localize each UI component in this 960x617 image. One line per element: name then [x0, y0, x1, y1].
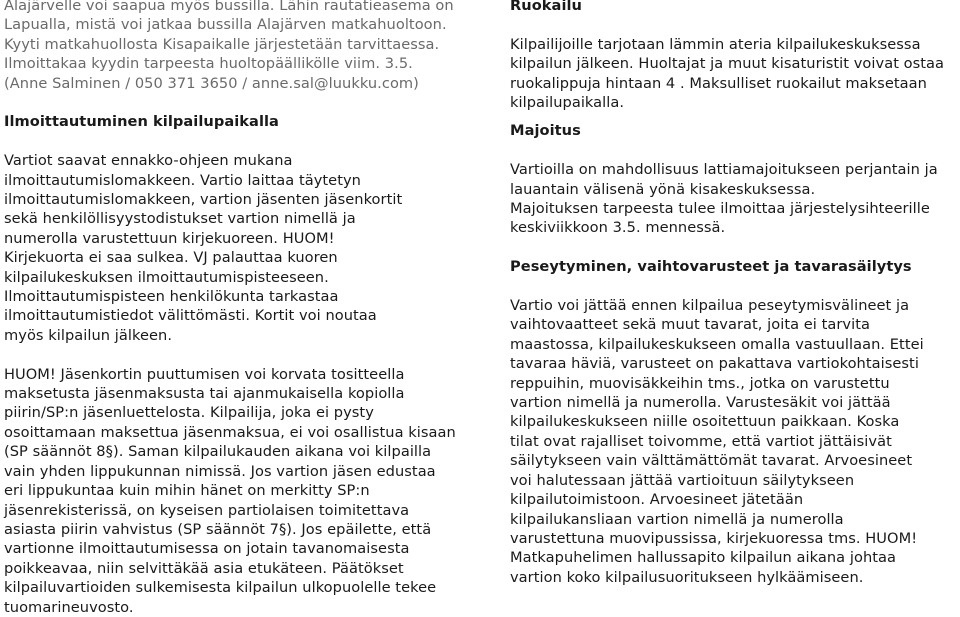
text-line: eri lippukuntaa kuin mihin hänet on merkitty SP:n — [4, 482, 370, 500]
text-line: ruokalippuja hintaan 4 . Maksulliset ruokailut maksetaan — [510, 74, 927, 92]
text-line: Vartio voi jättää ennen kilpailua peseytymisvälineet ja — [510, 297, 910, 315]
text-line: Matkapuhelimen hallussapito kilpailun aikana johtaa — [510, 549, 897, 567]
text-line: (Anne Salminen / 050 371 3650 / anne.sal@luukku.com) — [4, 74, 419, 92]
left-column — [4, 0, 474, 617]
text-line: lauantain välisenä yönä kisakeskuksessa. — [510, 180, 816, 198]
travel-info — [4, 0, 474, 93]
text-line: Kirjekuorta ei saa sulkea. VJ palauttaa kuoren — [4, 249, 338, 267]
text-line: vartionne ilmoittautumisessa on jotain tavanomaisesta — [4, 540, 410, 558]
heading-registration: Ilmoittautuminen kilpailupaikalla — [4, 113, 279, 131]
text-line: kilpailupaikalla. — [510, 94, 625, 112]
text-line: vain yhden lippukunnan nimissä. Jos vartion jäsen edustaa — [4, 462, 436, 480]
text-line: varustettuna muovipussissa, kirjekuoressa tms. HUOM! — [510, 529, 918, 547]
heading-washing: Peseytyminen, vaihtovarusteet ja tavarasäilytys — [510, 258, 912, 276]
lodging-paragraph — [510, 160, 958, 238]
text-line: Lapualla, mistä voi jatkaa bussilla Alajärven matkahuoltoon. — [4, 16, 447, 34]
text-line: piirin/SP:n jäsenluettelosta. Kilpailija, joka ei pysty — [4, 404, 374, 422]
text-line: kilpailutoimistoon. Arvoesineet jätetään — [510, 491, 804, 509]
text-line: kilpailun jälkeen. Huoltajat ja muut kisaturistit voivat ostaa — [510, 55, 945, 73]
text-line: kilpailukeskuksen ilmoittautumispisteeseen. — [4, 268, 329, 286]
text-line: ilmoittautumislomakkeen. Vartio laittaa täytetyn — [4, 171, 361, 189]
text-line: reppuihin, muovisäkkeihin tms., jotka on varustettu — [510, 374, 890, 392]
text-line: maksetusta jäsenmaksusta tai ajanmukaisella kopiolla — [4, 385, 405, 403]
text-line: asiasta piirin vahvistus (SP säännöt 7§). Jos epäilette, että — [4, 520, 432, 538]
text-line: kilpailukansliaan vartion nimellä ja numerolla — [510, 510, 844, 528]
text-line: ilmoittautumislomakkeen, vartion jäsenten jäsenkortit — [4, 191, 403, 209]
text-line: myös kilpailun jälkeen. — [4, 326, 173, 344]
text-line: Majoituksen tarpeesta tulee ilmoittaa järjestelysihteerille — [510, 200, 930, 218]
food-paragraph — [510, 35, 958, 113]
text-line: Ilmoittakaa kyydin tarpeesta huoltopäällikölle viim. 3.5. — [4, 55, 413, 73]
membership-paragraph — [4, 365, 474, 617]
text-line: poikkeavaa, niin selvittäkää asia etukäteen. Päätökset — [4, 559, 404, 577]
text-line: Kilpailijoille tarjotaan lämmin ateria kilpailukeskuksessa — [510, 35, 921, 53]
text-line: HUOM! Jäsenkortin puuttumisen voi korvata tositteella — [4, 365, 405, 383]
text-line: Alajärvelle voi saapua myös bussilla. Lähin rautatieasema on — [4, 0, 454, 14]
text-line: osoittamaan maksettua jäsenmaksua, ei voi osallistua kisaan — [4, 423, 456, 441]
text-line: säilytykseen vain välttämättömät tavarat. Arvoesineet — [510, 452, 913, 470]
text-line: Vartiot saavat ennakko-ohjeen mukana — [4, 152, 293, 170]
text-line: kilpailukeskukseen niille osoitettuun paikkaan. Koska — [510, 413, 900, 431]
text-line: Vartioilla on mahdollisuus lattiamajoitukseen perjantain ja — [510, 161, 938, 179]
text-line: sekä henkilöllisyystodistukset vartion nimellä ja — [4, 210, 356, 228]
text-line: vartion koko kilpailusuoritukseen hylkäämiseen. — [510, 568, 864, 586]
text-line: tuomarineuvosto. — [4, 598, 134, 616]
heading-food: Ruokailu — [510, 0, 583, 14]
washing-paragraph — [510, 296, 958, 587]
right-column — [510, 0, 958, 587]
text-line: tavaraa häviä, varusteet on pakattava vartiokohtaisesti — [510, 355, 919, 373]
heading-lodging: Majoitus — [510, 122, 581, 140]
text-line: vartion nimellä ja numerolla. Varustesäkit voi jättää — [510, 394, 891, 412]
text-line: keskiviikkoon 3.5. mennessä. — [510, 219, 726, 237]
text-line: Kyyti matkahuollosta Kisapaikalle järjestetään tarvittaessa. — [4, 35, 440, 53]
text-line: tilat ovat rajalliset toivomme, että vartiot jättäisivät — [510, 432, 892, 450]
registration-paragraph — [4, 151, 474, 345]
text-line: kilpailuvartioiden sulkemisesta kilpailun ulkopuolelle tekee — [4, 579, 437, 597]
text-line: (SP säännöt 8§). Saman kilpailukauden aikana voi kilpailla — [4, 443, 432, 461]
text-line: Ilmoittautumispisteen henkilökunta tarkastaa — [4, 288, 339, 306]
text-line: ilmoittautumistiedot välittömästi. Kortit voi noutaa — [4, 307, 377, 325]
text-line: numerolla varustettuun kirjekuoreen. HUOM! — [4, 229, 335, 247]
text-line: voi halutessaan jättää vartioituun säilytykseen — [510, 471, 855, 489]
text-line: maastossa, kilpailukeskukseen omalla vastuullaan. Ettei — [510, 335, 924, 353]
text-line: jäsenrekisterissä, on kyseisen partiolaisen toimitettava — [4, 501, 410, 519]
text-line: vaihtovaatteet sekä muut tavarat, joita ei tarvita — [510, 316, 870, 334]
